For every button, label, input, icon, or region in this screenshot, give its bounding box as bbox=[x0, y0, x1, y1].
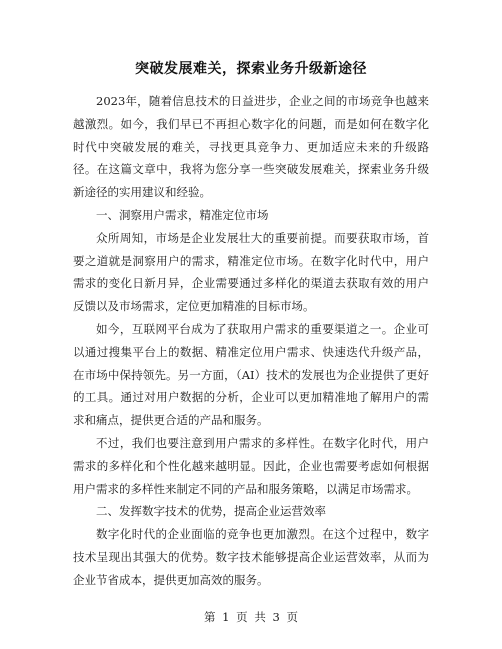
document-title: 突破发展难关，探索业务升级新途径 bbox=[135, 61, 367, 77]
document-body bbox=[73, 90, 429, 592]
intro-paragraph: 2023年，随着信息技术的日益进步，企业之间的市场竞争也越来越激烈。如今，我们早已不再担心数字化的问题，而是如何在数字化时代中突破发展的难关，寻找更具竞争力、更加适应未来的升级路径。在这篇文章中，我将为您分享一些突破发展难关，探索业务升级新途径的实用建议和经验。 bbox=[73, 94, 429, 200]
body-paragraph: 不过，我们也要注意到用户需求的多样性。在数字化时代，用户需求的多样化和个性化越来越明显。因此，企业也需要考虑如何根据用户需求的多样性来制定不同的产品和服务策略，以满足市场需求。 bbox=[73, 435, 429, 496]
section-heading-2: 二、发挥数字技术的优势，提高企业运营效率 bbox=[96, 504, 326, 519]
body-paragraph: 众所周知，市场是企业发展壮大的重要前提。而要获取市场，首要之道就是洞察用户的需求，精准定位市场。在数字化时代中，用户需求的变化日新月异，企业需要通过多样化的渠道去获取有效的用户反馈以及市场需求，定位更加精准的目标市场。 bbox=[73, 230, 429, 314]
section-heading-1: 一、洞察用户需求，精准定位市场 bbox=[96, 207, 269, 222]
body-paragraph: 如今，互联网平台成为了获取用户需求的重要渠道之一。企业可以通过搜集平台上的数据、精准定位用户需求、快速迭代升级产品，在市场中保持领先。另一方面，（AI）技术的发展也为企业提供了更好的工具。通过对用户数据的分析，企业可以更加精准地了解用户的需求和痛点，提供更合适的产品和服务。 bbox=[73, 321, 429, 428]
body-paragraph: 数字化时代的企业面临的竞争也更加激烈。在这个过程中，数字技术呈现出其强大的优势。数字技术能够提高企业运营效率，从而为企业节省成本，提供更加高效的服务。 bbox=[73, 527, 429, 587]
page-number-footer: 第 1 页 共 3 页 bbox=[204, 610, 298, 624]
